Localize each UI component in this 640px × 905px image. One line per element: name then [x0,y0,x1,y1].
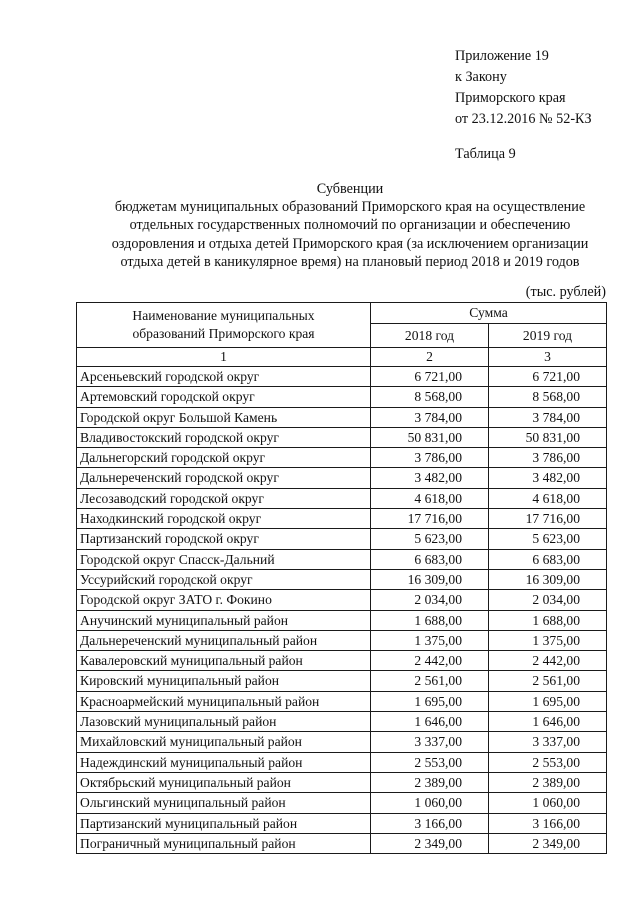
table-row [77,448,607,468]
amount-2018-cell: 2 349,00 [371,833,489,853]
units-label: (тыс. рублей) [525,284,606,300]
table-row [77,833,607,853]
title-line-4: оздоровления и отдыха детей Приморского края (за исключением организации [111,235,589,252]
table-row [77,651,607,671]
amount-2018-cell: 2 553,00 [371,752,489,772]
amount-2018-cell: 2 389,00 [371,772,489,792]
municipality-name-cell: Пограничный муниципальный район [77,833,371,853]
appendix-line-1: Приложение 19 [455,48,549,64]
appendix-line-4: от 23.12.2016 № 52-КЗ [455,111,592,127]
amount-2019-cell: 1 695,00 [489,691,607,711]
amount-2018-cell: 4 618,00 [371,488,489,508]
table-row [77,367,607,387]
amount-2019-cell: 2 034,00 [489,590,607,610]
municipality-name-cell: Арсеньевский городской округ [77,367,371,387]
municipality-name-cell: Городской округ ЗАТО г. Фокино [77,590,371,610]
table-row [77,691,607,711]
amount-2019-cell: 3 784,00 [489,407,607,427]
amount-2018-cell: 1 646,00 [371,712,489,732]
table-row [77,772,607,792]
municipality-name-cell: Уссурийский городской округ [77,569,371,589]
amount-2018-cell: 3 337,00 [371,732,489,752]
table-row [77,732,607,752]
amount-2018-cell: 1 060,00 [371,793,489,813]
title-line-1: Субвенции [316,181,384,197]
amount-2019-cell: 8 568,00 [489,387,607,407]
amount-2018-cell: 1 688,00 [371,610,489,630]
amount-2019-cell: 50 831,00 [489,427,607,447]
amount-2019-cell: 6 721,00 [489,367,607,387]
amount-2019-cell: 1 060,00 [489,793,607,813]
amount-2018-cell: 1 695,00 [371,691,489,711]
table-row [77,752,607,772]
amount-2018-cell: 3 786,00 [371,448,489,468]
table-row [77,569,607,589]
municipality-name-cell: Кировский муниципальный район [77,671,371,691]
table-row [77,509,607,529]
municipality-name-cell: Анучинский муниципальный район [77,610,371,630]
table-row [77,610,607,630]
amount-2018-cell: 8 568,00 [371,387,489,407]
amount-2019-cell: 3 337,00 [489,732,607,752]
table-row [77,529,607,549]
amount-2019-cell: 3 482,00 [489,468,607,488]
column-number-1: 1 [77,348,371,367]
amount-2019-cell: 1 375,00 [489,630,607,650]
amount-2019-cell: 16 309,00 [489,569,607,589]
amount-2018-cell: 1 375,00 [371,630,489,650]
amount-2019-cell: 3 786,00 [489,448,607,468]
municipality-name-cell: Октябрьский муниципальный район [77,772,371,792]
municipality-name-cell: Надеждинский муниципальный район [77,752,371,772]
column-number-3: 3 [489,348,607,367]
municipality-name-cell: Дальнегорский городской округ [77,448,371,468]
table-row [77,813,607,833]
amount-2019-cell: 2 553,00 [489,752,607,772]
table-row [77,549,607,569]
subvention-table [76,302,607,854]
amount-2019-cell: 3 166,00 [489,813,607,833]
amount-2018-cell: 3 482,00 [371,468,489,488]
appendix-reference [455,46,635,130]
municipality-name-cell: Ольгинский муниципальный район [77,793,371,813]
amount-2019-cell: 2 561,00 [489,671,607,691]
municipality-name-cell: Находкинский городской округ [77,509,371,529]
title-line-2: бюджетам муниципальных образований Приморского края на осуществление [114,199,586,216]
column-number-2: 2 [371,348,489,367]
title-line-3: отдельных государственных полномочий по организации и обеспечению [129,217,571,234]
municipality-name-cell: Кавалеровский муниципальный район [77,651,371,671]
amount-2018-cell: 17 716,00 [371,509,489,529]
table-header-row [77,303,607,324]
table-row [77,671,607,691]
amount-2018-cell: 3 784,00 [371,407,489,427]
amount-2018-cell: 5 623,00 [371,529,489,549]
header-year-2019: 2019 год [489,324,607,348]
amount-2018-cell: 3 166,00 [371,813,489,833]
amount-2019-cell: 6 683,00 [489,549,607,569]
amount-2019-cell: 1 646,00 [489,712,607,732]
header-sum: Сумма [371,303,607,324]
amount-2019-cell: 17 716,00 [489,509,607,529]
amount-2019-cell: 2 349,00 [489,833,607,853]
municipality-name-cell: Лесозаводский городской округ [77,488,371,508]
table-row [77,712,607,732]
appendix-line-2: к Закону [455,69,507,85]
amount-2018-cell: 2 561,00 [371,671,489,691]
municipality-name-cell: Владивостокский городской округ [77,427,371,447]
amount-2018-cell: 16 309,00 [371,569,489,589]
header-year-2018: 2018 год [371,324,489,348]
table-row [77,468,607,488]
table-row [77,488,607,508]
amount-2018-cell: 6 683,00 [371,549,489,569]
amount-2018-cell: 50 831,00 [371,427,489,447]
municipality-name-cell: Лазовский муниципальный район [77,712,371,732]
amount-2019-cell: 5 623,00 [489,529,607,549]
header-name-line-1: Наименование муниципальных [132,308,315,323]
table-body [77,367,607,854]
table-row [77,630,607,650]
header-name-line-2: образований Приморского края [132,326,315,341]
table-row [77,590,607,610]
amount-2018-cell: 6 721,00 [371,367,489,387]
amount-2019-cell: 1 688,00 [489,610,607,630]
municipality-name-cell: Партизанский городской округ [77,529,371,549]
table-column-numbers-row [77,348,607,367]
title-line-5: отдыха детей в каникулярное время) на плановый период 2018 и 2019 годов [120,253,580,270]
municipality-name-cell: Артемовский городской округ [77,387,371,407]
municipality-name-cell: Городской округ Большой Камень [77,407,371,427]
table-row [77,387,607,407]
amount-2018-cell: 2 034,00 [371,590,489,610]
amount-2018-cell: 2 442,00 [371,651,489,671]
table-label: Таблица 9 [455,146,516,162]
table-row [77,793,607,813]
municipality-name-cell: Партизанский муниципальный район [77,813,371,833]
table-row [77,427,607,447]
document-title [60,180,640,271]
municipality-name-cell: Дальнереченский муниципальный район [77,630,371,650]
amount-2019-cell: 2 442,00 [489,651,607,671]
table-row [77,407,607,427]
appendix-line-3: Приморского края [455,90,566,106]
municipality-name-cell: Красноармейский муниципальный район [77,691,371,711]
municipality-name-cell: Городской округ Спасск-Дальний [77,549,371,569]
municipality-name-cell: Михайловский муниципальный район [77,732,371,752]
amount-2019-cell: 2 389,00 [489,772,607,792]
amount-2019-cell: 4 618,00 [489,488,607,508]
header-municipality-name [77,303,371,348]
municipality-name-cell: Дальнереченский городской округ [77,468,371,488]
